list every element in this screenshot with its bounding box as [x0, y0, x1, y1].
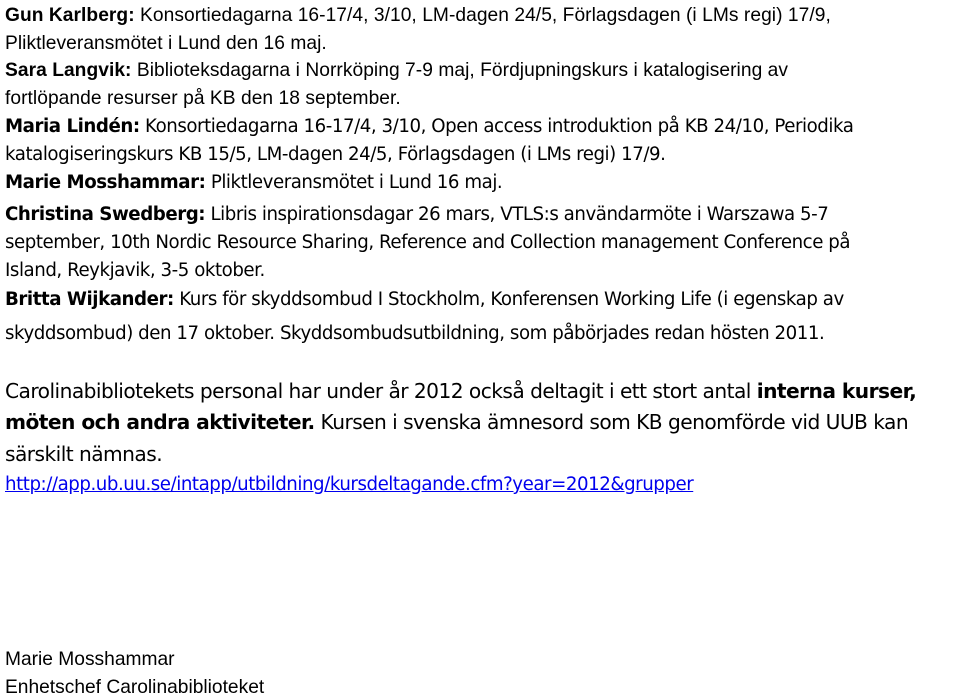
entry-text: fortlöpande resurser på KB den 18 september.	[5, 88, 401, 109]
entry-gun-karlberg-line-1	[5, 6, 831, 25]
entry-marie-mosshammar-line-1	[5, 174, 502, 192]
entry-sara-langvik-line-1	[5, 61, 788, 80]
entry-name: Christina Swedberg:	[5, 204, 206, 225]
summary-line-2	[5, 412, 908, 432]
entry-text: Island, Reykjavik, 3-5 oktober.	[5, 260, 265, 281]
entry-text: Kurs för skyddsombud I Stockholm, Konferensen Working Life (i egenskap av	[173, 289, 844, 310]
summary-link-line	[5, 476, 693, 494]
entry-name: Maria Lindén:	[5, 116, 140, 137]
summary-line-3	[5, 444, 162, 464]
entry-name: Britta Wijkander:	[5, 289, 174, 310]
entry-text: Pliktleveransmötet i Lund den 16 maj.	[5, 33, 327, 54]
entry-christina-swedberg-line-1	[5, 206, 828, 224]
course-participation-link[interactable]: http://app.ub.uu.se/intapp/utbildning/kursdeltagande.cfm?year=2012&grupper	[5, 474, 694, 495]
entry-gun-karlberg-line-2	[5, 34, 327, 53]
summary-text: Carolinabibliotekets personal har under år 2012 också deltagit i ett stort antal	[5, 379, 757, 403]
entry-maria-linden-line-2	[5, 146, 666, 164]
entry-britta-wijkander-line-1	[5, 291, 844, 309]
entry-text: Konsortiedagarna 16-17/4, 3/10, Open access introduktion på KB 24/10, Periodika	[139, 116, 854, 137]
entry-sara-langvik-line-2	[5, 89, 401, 108]
entry-text: september, 10th Nordic Resource Sharing, Reference and Collection management Conference på	[5, 232, 851, 253]
summary-line-1	[5, 381, 916, 401]
entry-christina-swedberg-line-3	[5, 262, 265, 280]
entry-text: Pliktleveransmötet i Lund 16 maj.	[205, 172, 503, 193]
entry-text: skyddsombud) den 17 oktober. Skyddsombudsutbildning, som påbörjades redan hösten 2011.	[5, 323, 825, 344]
signature-name: Marie Mosshammar	[5, 649, 175, 670]
summary-text: särskilt nämnas.	[5, 442, 163, 466]
summary-text: Kursen i svenska ämnesord som KB genomförde vid UUB kan	[314, 410, 909, 434]
entry-name: Sara Langvik:	[5, 60, 132, 81]
entry-name: Marie Mosshammar:	[5, 172, 206, 193]
signature-title: Enhetschef Carolinabiblioteket	[5, 677, 265, 698]
entry-christina-swedberg-line-2	[5, 234, 850, 252]
entry-text: Biblioteksdagarna i Norrköping 7-9 maj, Fördjupningskurs i katalogisering av	[131, 60, 789, 81]
entry-maria-linden-line-1	[5, 118, 853, 136]
entry-britta-wijkander-line-2	[5, 325, 824, 343]
entry-text: Libris inspirationsdagar 26 mars, VTLS:s användarmöte i Warszawa 5-7	[205, 204, 829, 225]
summary-bold: möten och andra aktiviteter.	[5, 410, 315, 434]
entry-text: katalogiseringskurs KB 15/5, LM-dagen 24/5, Förlagsdagen (i LMs regi) 17/9.	[5, 144, 666, 165]
summary-bold: interna kurser,	[756, 379, 917, 403]
entry-text: Konsortiedagarna 16-17/4, 3/10, LM-dagen 24/5, Förlagsdagen (i LMs regi) 17/9,	[134, 5, 831, 26]
entry-name: Gun Karlberg:	[5, 5, 135, 26]
